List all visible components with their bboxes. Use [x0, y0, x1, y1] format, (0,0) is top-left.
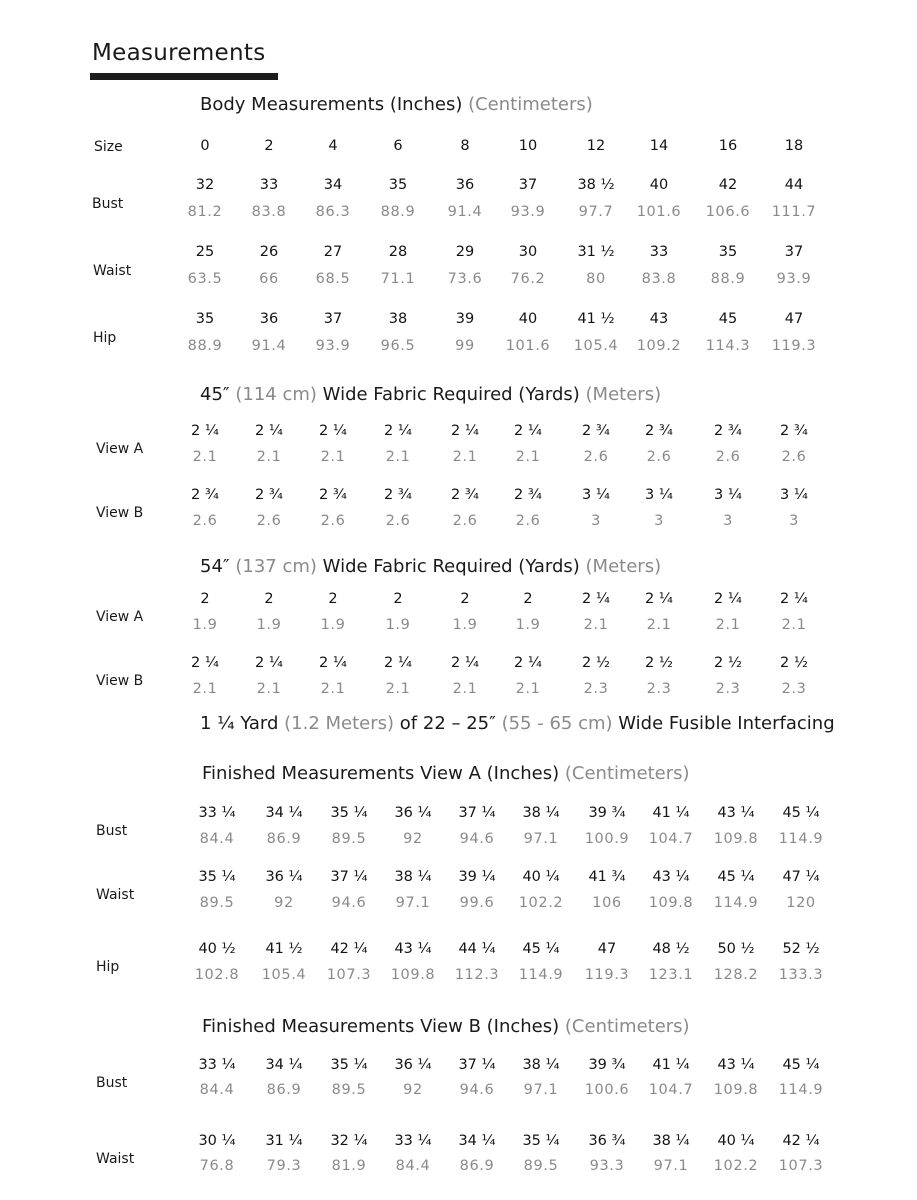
metric-value: 102.2: [713, 1158, 759, 1174]
row-label-waist: Waist: [96, 1151, 135, 1167]
metric-value: 2.6: [715, 449, 741, 465]
inch-value: 41 ¾: [588, 869, 626, 885]
metric-value: 114.9: [778, 831, 824, 847]
metric-value: 91.4: [447, 204, 483, 220]
metric-value: 92: [274, 895, 294, 911]
metric-value: 2.1: [583, 617, 609, 633]
metric-value: 93.9: [315, 338, 351, 354]
metric-value: 86.9: [266, 1082, 302, 1098]
metric-value: 2.1: [515, 681, 541, 697]
metric-value: 63.5: [187, 271, 223, 287]
page-title: Measurements: [92, 40, 266, 66]
fabric-meters-label: (Meters): [585, 556, 662, 577]
metric-value: 2.1: [715, 617, 741, 633]
inch-value: 2 ¼: [514, 655, 542, 671]
inch-value: 35 ¼: [330, 1057, 368, 1073]
metric-value: 96.5: [380, 338, 416, 354]
metric-value: 2.3: [781, 681, 807, 697]
inch-value: 41 ½: [577, 311, 615, 327]
inch-value: 2 ¾: [451, 487, 479, 503]
inch-value: 2 ¾: [645, 423, 673, 439]
inch-value: 37: [518, 177, 538, 193]
inch-value: 2 ¾: [780, 423, 808, 439]
metric-value: 89.5: [331, 831, 367, 847]
fabric-width-cm: (114 cm): [235, 384, 317, 405]
size-value: 10: [518, 138, 538, 154]
metric-value: 2.6: [515, 513, 541, 529]
inch-value: 2 ¼: [451, 423, 479, 439]
inch-value: 42 ¼: [782, 1133, 820, 1149]
inch-value: 36 ¼: [394, 1057, 432, 1073]
heading-sub: (Centimeters): [564, 1016, 690, 1037]
metric-value: 2.1: [452, 449, 478, 465]
metric-value: 100.6: [584, 1082, 630, 1098]
inch-value: 2 ¼: [319, 423, 347, 439]
inch-value: 36: [455, 177, 475, 193]
inch-value: 52 ½: [782, 941, 820, 957]
metric-value: 2.1: [256, 681, 282, 697]
metric-value: 109.2: [636, 338, 682, 354]
inch-value: 30: [518, 244, 538, 260]
metric-value: 86.9: [459, 1158, 495, 1174]
metric-value: 83.8: [641, 271, 677, 287]
fabric-required-label: Wide Fabric Required (Yards): [322, 384, 580, 405]
inch-value: 43: [649, 311, 669, 327]
inch-value: 31 ½: [577, 244, 615, 260]
row-label-hip: Hip: [93, 330, 117, 346]
size-value: 8: [460, 138, 470, 154]
interfacing-type: Wide Fusible Interfacing: [618, 713, 835, 734]
inch-value: 2 ¼: [255, 655, 283, 671]
inch-value: 2: [460, 591, 470, 607]
inch-value: 2 ½: [582, 655, 610, 671]
inch-value: 3 ¼: [780, 487, 808, 503]
size-value: 16: [718, 138, 738, 154]
inch-value: 41 ¼: [652, 805, 690, 821]
metric-value: 2.1: [320, 449, 346, 465]
inch-value: 2 ¼: [451, 655, 479, 671]
inch-value: 2: [264, 591, 274, 607]
inch-value: 2 ¾: [191, 487, 219, 503]
metric-value: 2.6: [320, 513, 346, 529]
metric-value: 2.6: [781, 449, 807, 465]
metric-value: 99: [455, 338, 475, 354]
metric-value: 93.9: [510, 204, 546, 220]
inch-value: 27: [323, 244, 343, 260]
inch-value: 47: [597, 941, 617, 957]
metric-value: 1.9: [256, 617, 282, 633]
metric-value: 2.6: [256, 513, 282, 529]
finished-view-b-heading: [202, 1016, 690, 1037]
metric-value: 97.1: [523, 831, 559, 847]
inch-value: 37: [323, 311, 343, 327]
inch-value: 38 ¼: [522, 1057, 560, 1073]
metric-value: 128.2: [713, 967, 759, 983]
metric-value: 2.6: [646, 449, 672, 465]
inch-value: 42: [718, 177, 738, 193]
metric-value: 1.9: [320, 617, 346, 633]
inch-value: 40 ½: [198, 941, 236, 957]
title-underline: [90, 73, 278, 80]
metric-value: 89.5: [199, 895, 235, 911]
inch-value: 25: [195, 244, 215, 260]
metric-value: 92: [403, 831, 423, 847]
heading-main: Finished Measurements View A (Inches): [202, 763, 560, 784]
inch-value: 3 ¼: [645, 487, 673, 503]
metric-value: 1.9: [452, 617, 478, 633]
metric-value: 107.3: [778, 1158, 824, 1174]
metric-value: 2.6: [385, 513, 411, 529]
metric-value: 81.2: [187, 204, 223, 220]
body-measurements-heading: [200, 94, 593, 115]
inch-value: 34 ¼: [265, 805, 303, 821]
size-value: 4: [328, 138, 338, 154]
inch-value: 45 ¼: [717, 869, 755, 885]
inch-value: 2 ½: [645, 655, 673, 671]
metric-value: 2.3: [715, 681, 741, 697]
inch-value: 47: [784, 311, 804, 327]
inch-value: 37 ¼: [330, 869, 368, 885]
row-label-bust: Bust: [96, 1075, 128, 1091]
finished-view-a-heading: [202, 763, 690, 784]
metric-value: 2.1: [452, 681, 478, 697]
inch-value: 37 ¼: [458, 1057, 496, 1073]
inch-value: 34 ¼: [265, 1057, 303, 1073]
metric-value: 88.9: [380, 204, 416, 220]
heading-sub: (Centimeters): [564, 763, 690, 784]
inch-value: 2: [393, 591, 403, 607]
interfacing-meters: (1.2 Meters): [284, 713, 395, 734]
inch-value: 2: [200, 591, 210, 607]
inch-value: 44 ¼: [458, 941, 496, 957]
inch-value: 40: [518, 311, 538, 327]
inch-value: 43 ¼: [717, 1057, 755, 1073]
inch-value: 2 ½: [714, 655, 742, 671]
size-value: 12: [586, 138, 606, 154]
inch-value: 41 ½: [265, 941, 303, 957]
interfacing-width-inches: of 22 – 25″: [399, 713, 496, 734]
metric-value: 94.6: [331, 895, 367, 911]
metric-value: 106: [592, 895, 622, 911]
metric-value: 97.1: [653, 1158, 689, 1174]
inch-value: 45: [718, 311, 738, 327]
metric-value: 76.2: [510, 271, 546, 287]
metric-value: 1.9: [192, 617, 218, 633]
inch-value: 38 ¼: [522, 805, 560, 821]
metric-value: 3: [654, 513, 664, 529]
inch-value: 45 ¼: [522, 941, 560, 957]
inch-value: 31 ¼: [265, 1133, 303, 1149]
row-label-hip: Hip: [96, 959, 120, 975]
metric-value: 3: [789, 513, 799, 529]
metric-value: 73.6: [447, 271, 483, 287]
metric-value: 133.3: [778, 967, 824, 983]
metric-value: 119.3: [584, 967, 630, 983]
inch-value: 32: [195, 177, 215, 193]
fabric-required-label: Wide Fabric Required (Yards): [322, 556, 580, 577]
metric-value: 97.1: [395, 895, 431, 911]
heading-main: Body Measurements (Inches): [200, 94, 463, 115]
inch-value: 40 ¼: [717, 1133, 755, 1149]
inch-value: 33 ¼: [394, 1133, 432, 1149]
metric-value: 89.5: [523, 1158, 559, 1174]
inch-value: 35 ¼: [198, 869, 236, 885]
metric-value: 2.6: [583, 449, 609, 465]
metric-value: 2.6: [192, 513, 218, 529]
size-value: 18: [784, 138, 804, 154]
metric-value: 114.9: [713, 895, 759, 911]
inch-value: 43 ¼: [652, 869, 690, 885]
metric-value: 76.8: [199, 1158, 235, 1174]
inch-value: 2 ¼: [714, 591, 742, 607]
heading-main: Finished Measurements View B (Inches): [202, 1016, 560, 1037]
inch-value: 47 ¼: [782, 869, 820, 885]
metric-value: 105.4: [261, 967, 307, 983]
metric-value: 86.9: [266, 831, 302, 847]
metric-value: 120: [786, 895, 816, 911]
inch-value: 29: [455, 244, 475, 260]
inch-value: 35 ¼: [522, 1133, 560, 1149]
inch-value: 35: [195, 311, 215, 327]
metric-value: 89.5: [331, 1082, 367, 1098]
inch-value: 40: [649, 177, 669, 193]
metric-value: 100.9: [584, 831, 630, 847]
metric-value: 66: [259, 271, 279, 287]
inch-value: 2 ¼: [514, 423, 542, 439]
metric-value: 2.1: [320, 681, 346, 697]
metric-value: 68.5: [315, 271, 351, 287]
metric-value: 84.4: [199, 1082, 235, 1098]
fabric-width-inches: 54″: [200, 556, 230, 577]
inch-value: 38 ¼: [652, 1133, 690, 1149]
metric-value: 97.7: [578, 204, 614, 220]
size-value: 2: [264, 138, 274, 154]
metric-value: 2.1: [781, 617, 807, 633]
metric-value: 84.4: [395, 1158, 431, 1174]
inch-value: 2 ½: [780, 655, 808, 671]
inch-value: 50 ½: [717, 941, 755, 957]
inch-value: 35 ¼: [330, 805, 368, 821]
inch-value: 2 ¾: [514, 487, 542, 503]
metric-value: 109.8: [713, 831, 759, 847]
inch-value: 38 ¼: [394, 869, 432, 885]
inch-value: 2 ¼: [582, 591, 610, 607]
inch-value: 2 ¾: [714, 423, 742, 439]
interfacing-width-cm: (55 - 65 cm): [501, 713, 613, 734]
metric-value: 109.8: [713, 1082, 759, 1098]
metric-value: 2.1: [646, 617, 672, 633]
metric-value: 79.3: [266, 1158, 302, 1174]
fabric-54-heading: [200, 556, 661, 577]
fabric-meters-label: (Meters): [585, 384, 662, 405]
metric-value: 88.9: [187, 338, 223, 354]
inch-value: 39 ¾: [588, 1057, 626, 1073]
metric-value: 102.2: [518, 895, 564, 911]
inch-value: 45 ¼: [782, 1057, 820, 1073]
inch-value: 34 ¼: [458, 1133, 496, 1149]
inch-value: 40 ¼: [522, 869, 560, 885]
inch-value: 37: [784, 244, 804, 260]
metric-value: 119.3: [771, 338, 817, 354]
inch-value: 2: [328, 591, 338, 607]
interfacing-yards: 1 ¼ Yard: [200, 713, 279, 734]
fabric-width-cm: (137 cm): [235, 556, 317, 577]
inch-value: 2 ¾: [582, 423, 610, 439]
inch-value: 39: [455, 311, 475, 327]
metric-value: 86.3: [315, 204, 351, 220]
inch-value: 2 ¼: [384, 655, 412, 671]
inch-value: 42 ¼: [330, 941, 368, 957]
metric-value: 92: [403, 1082, 423, 1098]
inch-value: 34: [323, 177, 343, 193]
metric-value: 83.8: [251, 204, 287, 220]
row-label-bust: Bust: [96, 823, 128, 839]
row-label-waist: Waist: [96, 887, 135, 903]
inch-value: 26: [259, 244, 279, 260]
inch-value: 43 ¼: [717, 805, 755, 821]
metric-value: 111.7: [771, 204, 817, 220]
metric-value: 94.6: [459, 1082, 495, 1098]
inch-value: 2: [523, 591, 533, 607]
inch-value: 43 ¼: [394, 941, 432, 957]
metric-value: 105.4: [573, 338, 619, 354]
metric-value: 3: [723, 513, 733, 529]
row-label-waist: Waist: [93, 263, 132, 279]
metric-value: 107.3: [326, 967, 372, 983]
metric-value: 2.3: [583, 681, 609, 697]
inch-value: 2 ¼: [645, 591, 673, 607]
size-value: 6: [393, 138, 403, 154]
metric-value: 81.9: [331, 1158, 367, 1174]
metric-value: 102.8: [194, 967, 240, 983]
metric-value: 84.4: [199, 831, 235, 847]
metric-value: 2.1: [192, 681, 218, 697]
metric-value: 106.6: [705, 204, 751, 220]
metric-value: 3: [591, 513, 601, 529]
inch-value: 48 ½: [652, 941, 690, 957]
metric-value: 97.1: [523, 1082, 559, 1098]
metric-value: 109.8: [648, 895, 694, 911]
inch-value: 2 ¼: [780, 591, 808, 607]
inch-value: 28: [388, 244, 408, 260]
metric-value: 99.6: [459, 895, 495, 911]
metric-value: 91.4: [251, 338, 287, 354]
heading-sub: (Centimeters): [468, 94, 593, 115]
metric-value: 2.3: [646, 681, 672, 697]
inch-value: 2 ¼: [384, 423, 412, 439]
size-value: 0: [200, 138, 210, 154]
metric-value: 88.9: [710, 271, 746, 287]
size-label: Size: [94, 139, 123, 155]
inch-value: 32 ¼: [330, 1133, 368, 1149]
inch-value: 2 ¼: [191, 655, 219, 671]
inch-value: 33 ¼: [198, 1057, 236, 1073]
inch-value: 36: [259, 311, 279, 327]
inch-value: 44: [784, 177, 804, 193]
metric-value: 2.1: [192, 449, 218, 465]
inch-value: 36 ¼: [265, 869, 303, 885]
metric-value: 71.1: [380, 271, 416, 287]
row-label-bust: Bust: [92, 196, 124, 212]
inch-value: 33: [649, 244, 669, 260]
inch-value: 2 ¼: [255, 423, 283, 439]
metric-value: 80: [586, 271, 606, 287]
row-label-view-b: View B: [96, 505, 144, 521]
metric-value: 1.9: [385, 617, 411, 633]
metric-value: 2.1: [256, 449, 282, 465]
metric-value: 112.3: [454, 967, 500, 983]
metric-value: 2.1: [515, 449, 541, 465]
metric-value: 101.6: [636, 204, 682, 220]
inch-value: 36 ¼: [394, 805, 432, 821]
metric-value: 2.1: [385, 681, 411, 697]
inch-value: 2 ¼: [319, 655, 347, 671]
size-value: 14: [649, 138, 669, 154]
metric-value: 1.9: [515, 617, 541, 633]
metric-value: 94.6: [459, 831, 495, 847]
inch-value: 30 ¼: [198, 1133, 236, 1149]
inch-value: 38: [388, 311, 408, 327]
metric-value: 2.1: [385, 449, 411, 465]
row-label-view-a: View A: [96, 441, 144, 457]
metric-value: 104.7: [648, 831, 694, 847]
inch-value: 3 ¼: [714, 487, 742, 503]
inch-value: 37 ¼: [458, 805, 496, 821]
metric-value: 109.8: [390, 967, 436, 983]
fabric-45-heading: [200, 384, 661, 405]
metric-value: 114.3: [705, 338, 751, 354]
inch-value: 2 ¾: [319, 487, 347, 503]
fabric-width-inches: 45″: [200, 384, 230, 405]
inch-value: 39 ¾: [588, 805, 626, 821]
inch-value: 35: [718, 244, 738, 260]
metric-value: 123.1: [648, 967, 694, 983]
inch-value: 41 ¼: [652, 1057, 690, 1073]
inch-value: 35: [388, 177, 408, 193]
inch-value: 3 ¼: [582, 487, 610, 503]
inch-value: 45 ¼: [782, 805, 820, 821]
metric-value: 114.9: [778, 1082, 824, 1098]
metric-value: 93.9: [776, 271, 812, 287]
row-label-view-a: View A: [96, 609, 144, 625]
inch-value: 2 ¼: [191, 423, 219, 439]
metric-value: 2.6: [452, 513, 478, 529]
inch-value: 33 ¼: [198, 805, 236, 821]
row-label-view-b: View B: [96, 673, 144, 689]
inch-value: 38 ½: [577, 177, 615, 193]
metric-value: 104.7: [648, 1082, 694, 1098]
inch-value: 33: [259, 177, 279, 193]
metric-value: 101.6: [505, 338, 551, 354]
inch-value: 36 ¾: [588, 1133, 626, 1149]
interfacing-note: [200, 713, 835, 734]
inch-value: 2 ¾: [384, 487, 412, 503]
inch-value: 39 ¼: [458, 869, 496, 885]
metric-value: 114.9: [518, 967, 564, 983]
metric-value: 93.3: [589, 1158, 625, 1174]
inch-value: 2 ¾: [255, 487, 283, 503]
